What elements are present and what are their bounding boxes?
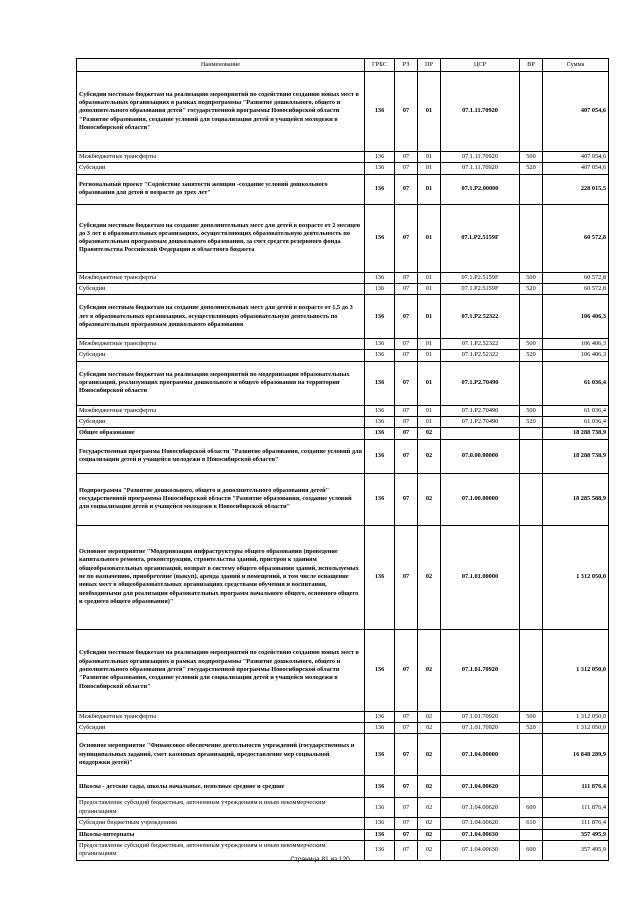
row-grbs-cell: 136 [365,473,395,525]
row-name-cell: Субсидии местным бюджетам на создание дополнительных мест для детей в возрасте от 2 месяцев до 3 лет в образовательных организациях, осуществляющих образовательную деятельность по образовательным программам дошкольного образования, за счет средств резервного фонда Правительства Российской Федерации и областного бюджета [77,204,365,272]
row-csr-cell: 07.1.04.00620 [441,776,520,798]
table-row [77,163,609,174]
row-rz-cell: 07 [395,152,418,163]
row-name-cell: Межбюджетные трансферты [77,152,365,163]
table-row [77,428,609,439]
row-rz-cell: 07 [395,711,418,722]
row-pr-cell: 01 [418,152,441,163]
row-csr-cell: 07.1.01.00000 [441,525,520,629]
row-pr-cell: 02 [418,439,441,473]
row-vr-cell: 600 [520,798,543,818]
row-csr-cell: 07.1.01.70920 [441,629,520,711]
row-pr-cell: 01 [418,163,441,174]
table-row [77,439,609,473]
row-grbs-cell: 136 [365,829,395,840]
row-sum-cell: 1 312 050,0 [543,525,609,629]
row-csr-cell: 07.1.Р2.00000 [441,174,520,204]
row-rz-cell: 07 [395,272,418,283]
row-rz-cell: 07 [395,473,418,525]
row-rz-cell: 07 [395,163,418,174]
table-row [77,361,609,405]
row-vr-cell: 500 [520,711,543,722]
row-sum-cell: 106 406,3 [543,339,609,350]
row-csr-cell: 07.1.Р2.52322 [441,350,520,361]
row-pr-cell: 02 [418,629,441,711]
row-csr-cell: 07.1.04.00000 [441,734,520,776]
row-pr-cell: 01 [418,361,441,405]
row-name-cell: Межбюджетные трансферты [77,339,365,350]
row-rz-cell: 07 [395,283,418,294]
table-row [77,339,609,350]
row-sum-cell: 111 876,4 [543,818,609,829]
row-name-cell: Субсидии [77,417,365,428]
row-vr-cell [520,473,543,525]
row-rz-cell: 07 [395,629,418,711]
row-grbs-cell: 136 [365,350,395,361]
row-grbs-cell: 136 [365,163,395,174]
row-vr-cell: 500 [520,405,543,416]
table-row [77,174,609,204]
budget-table [76,58,609,861]
row-grbs-cell: 136 [365,629,395,711]
row-rz-cell: 07 [395,722,418,733]
row-vr-cell: 610 [520,818,543,829]
row-name-cell: Субсидии [77,722,365,733]
row-csr-cell: 07.1.Р2.52322 [441,295,520,339]
row-sum-cell: 61 036,4 [543,417,609,428]
row-name-cell: Субсидии [77,163,365,174]
row-sum-cell: 1 312 050,0 [543,629,609,711]
row-vr-cell [520,439,543,473]
header-rz: РЗ [395,59,418,72]
row-grbs-cell: 136 [365,722,395,733]
row-csr-cell: 07.1.04.00620 [441,798,520,818]
row-sum-cell: 16 848 289,9 [543,734,609,776]
row-csr-cell: 07.1.04.00630 [441,829,520,840]
row-name-cell: Межбюджетные трансферты [77,405,365,416]
row-name-cell: Подпрограмма "Развитие дошкольного, общего и дополнительного образования детей" государственной программы Новосибирской области "Развитие образования, создание условий для социализации детей и учащейся молодежи в Новосибирской области" [77,473,365,525]
row-csr-cell: 07.0.00.00000 [441,439,520,473]
row-sum-cell: 61 036,4 [543,361,609,405]
row-grbs-cell: 136 [365,152,395,163]
table-row [77,798,609,818]
table-row [77,525,609,629]
row-sum-cell: 1 312 050,0 [543,711,609,722]
row-vr-cell: 500 [520,152,543,163]
row-vr-cell [520,72,543,152]
row-rz-cell: 07 [395,776,418,798]
table-header-row [77,59,609,72]
row-name-cell: Школы - детские сады, школы начальные, неполные средние и средние [77,776,365,798]
row-vr-cell [520,525,543,629]
row-rz-cell: 07 [395,405,418,416]
table-row [77,722,609,733]
row-grbs-cell: 136 [365,840,395,860]
table-row [77,629,609,711]
row-pr-cell: 02 [418,776,441,798]
row-vr-cell: 520 [520,283,543,294]
row-grbs-cell: 136 [365,439,395,473]
row-vr-cell [520,361,543,405]
row-grbs-cell: 136 [365,776,395,798]
row-rz-cell: 07 [395,840,418,860]
row-vr-cell [520,295,543,339]
row-grbs-cell: 136 [365,711,395,722]
row-rz-cell: 07 [395,818,418,829]
row-vr-cell [520,629,543,711]
row-grbs-cell: 136 [365,204,395,272]
row-name-cell: Субсидии [77,283,365,294]
row-csr-cell: 07.1.Р2.52322 [441,339,520,350]
table-row [77,350,609,361]
row-rz-cell: 07 [395,350,418,361]
row-rz-cell: 07 [395,798,418,818]
header-grbs: ГРБС [365,59,395,72]
table-row [77,818,609,829]
row-csr-cell: 07.1.04.00620 [441,818,520,829]
row-pr-cell: 01 [418,283,441,294]
row-grbs-cell: 136 [365,295,395,339]
row-csr-cell: 07.1.01.70920 [441,722,520,733]
row-rz-cell: 07 [395,339,418,350]
row-rz-cell: 07 [395,204,418,272]
row-csr-cell: 07.1.00.00000 [441,473,520,525]
row-pr-cell: 02 [418,722,441,733]
row-csr-cell: 07.1.01.70920 [441,711,520,722]
row-vr-cell: 520 [520,722,543,733]
row-name-cell: Основное мероприятие "Модернизация инфраструктуры общего образования (проведение капитального ремонта, реконструкции, строительства зданий, пристроя к зданиям общеобразовательных организаций, возврат в систему общего образования зданий, используемых не по назначению, приобретение (выкуп), аренда зданий и помещений, в том числе оснащение новых мест в общеобразовательных организациях средствами обучения и воспитания, необходимыми для реализации образовательных программ начального общего, основного общего и среднего общего образования)" [77,525,365,629]
row-name-cell: Предоставление субсидий бюджетным, автономным учреждениям и иным некоммерческим организациям [77,798,365,818]
row-csr-cell: 07.1.11.70920 [441,152,520,163]
row-name-cell: Межбюджетные трансферты [77,272,365,283]
row-sum-cell: 407 054,6 [543,152,609,163]
row-sum-cell: 228 015,5 [543,174,609,204]
row-pr-cell: 02 [418,840,441,860]
row-rz-cell: 07 [395,361,418,405]
header-csr: ЦСР [441,59,520,72]
row-pr-cell: 01 [418,272,441,283]
row-csr-cell: 07.1.Р2.5159F [441,272,520,283]
row-rz-cell: 07 [395,734,418,776]
row-rz-cell: 07 [395,428,418,439]
row-grbs-cell: 136 [365,72,395,152]
row-sum-cell: 60 572,8 [543,272,609,283]
row-grbs-cell: 136 [365,405,395,416]
table-row [77,711,609,722]
row-name-cell: Субсидии местным бюджетам на реализацию мероприятий по содействию созданию новых мест в образовательных организациях в рамках подпрограммы "Развитие дошкольного, общего и дополнительного образования детей" государственной программы Новосибирской области "Развитие образования, создание условий для социализации детей и учащейся молодежи в Новосибирской области" [77,629,365,711]
table-row [77,734,609,776]
row-grbs-cell: 136 [365,734,395,776]
row-sum-cell: 357 495,9 [543,829,609,840]
table-row [77,152,609,163]
row-sum-cell: 61 036,4 [543,405,609,416]
row-rz-cell: 07 [395,417,418,428]
row-grbs-cell: 136 [365,339,395,350]
row-pr-cell: 01 [418,417,441,428]
row-sum-cell: 60 572,8 [543,204,609,272]
row-grbs-cell: 136 [365,798,395,818]
row-vr-cell [520,734,543,776]
table-row [77,473,609,525]
row-csr-cell: 07.1.11.70920 [441,163,520,174]
row-name-cell: Школы-интернаты [77,829,365,840]
row-grbs-cell: 136 [365,361,395,405]
table-row [77,417,609,428]
row-pr-cell: 01 [418,72,441,152]
row-pr-cell: 02 [418,473,441,525]
table-row [77,405,609,416]
row-sum-cell: 18 288 738,9 [543,439,609,473]
row-pr-cell: 01 [418,339,441,350]
page-footer: Страница 81 из 120 [290,856,350,863]
row-sum-cell: 106 406,3 [543,350,609,361]
row-grbs-cell: 136 [365,818,395,829]
row-grbs-cell: 136 [365,272,395,283]
row-vr-cell: 600 [520,840,543,860]
row-sum-cell: 1 312 050,0 [543,722,609,733]
row-rz-cell: 07 [395,72,418,152]
row-sum-cell: 18 285 588,9 [543,473,609,525]
row-rz-cell: 07 [395,525,418,629]
row-csr-cell: 07.1.Р2.5159F [441,283,520,294]
row-vr-cell: 500 [520,272,543,283]
row-csr-cell: 07.1.11.70920 [441,72,520,152]
row-vr-cell [520,829,543,840]
row-pr-cell: 02 [418,711,441,722]
row-vr-cell [520,776,543,798]
header-pr: ПР [418,59,441,72]
row-rz-cell: 07 [395,829,418,840]
row-grbs-cell: 136 [365,174,395,204]
row-sum-cell: 18 288 738,9 [543,428,609,439]
row-pr-cell: 01 [418,295,441,339]
row-name-cell: Субсидии местным бюджетам на реализацию мероприятий по содействию созданию новых мест в образовательных организациях в рамках подпрограммы "Развитие дошкольного, общего и дополнительного образования детей" государственной программы Новосибирской области "Развитие образования, создание условий для социализации детей и учащейся молодежи в Новосибирской области" [77,72,365,152]
row-vr-cell: 520 [520,163,543,174]
header-sum: Сумма [543,59,609,72]
row-pr-cell: 02 [418,818,441,829]
row-name-cell: Межбюджетные трансферты [77,711,365,722]
table-row [77,776,609,798]
row-name-cell: Субсидии местным бюджетам на реализацию мероприятий по модернизации образовательных организаций, реализующих программы дошкольного и общего образования на территории Новосибирской области [77,361,365,405]
row-pr-cell: 02 [418,798,441,818]
row-grbs-cell: 136 [365,417,395,428]
table-row [77,272,609,283]
row-sum-cell: 407 054,6 [543,72,609,152]
row-vr-cell: 520 [520,417,543,428]
row-name-cell: Общее образование [77,428,365,439]
row-csr-cell: 07.1.Р2.70490 [441,405,520,416]
row-name-cell: Субсидии местным бюджетам на создание дополнительных мест для детей в возрасте от 1,5 до 3 лет в образовательных организациях, осуществляющих образовательную деятельность по образовательным программам дошкольного образования [77,295,365,339]
table-body [77,72,609,861]
row-csr-cell: 07.1.04.00630 [441,840,520,860]
header-vr: ВР [520,59,543,72]
table-row [77,204,609,272]
row-csr-cell: 07.1.Р2.5159F [441,204,520,272]
row-rz-cell: 07 [395,439,418,473]
row-name-cell: Субсидии [77,350,365,361]
row-csr-cell: 07.1.Р2.70490 [441,417,520,428]
row-pr-cell: 01 [418,405,441,416]
header-name: Наименование [77,59,365,72]
row-sum-cell: 407 054,6 [543,163,609,174]
row-rz-cell: 07 [395,174,418,204]
row-vr-cell [520,174,543,204]
table-row [77,295,609,339]
row-sum-cell: 106 406,3 [543,295,609,339]
row-pr-cell: 01 [418,204,441,272]
row-vr-cell [520,428,543,439]
row-pr-cell: 02 [418,525,441,629]
row-vr-cell: 500 [520,339,543,350]
row-pr-cell: 02 [418,829,441,840]
row-grbs-cell: 136 [365,525,395,629]
row-vr-cell: 520 [520,350,543,361]
row-name-cell: Региональный проект "Содействие занятости женщин -создание условий дошкольного образования для детей в возрасте до трех лет" [77,174,365,204]
table-row [77,72,609,152]
table-row [77,829,609,840]
row-name-cell: Основное мероприятие "Финансовое обеспечение деятельности учреждений (государственных и муниципальных заданий, смет казенных организаций, предоставление мер социальной поддержки детей)" [77,734,365,776]
row-name-cell: Предоставление субсидий бюджетным, автономным учреждениям и иным некоммерческим организациям [77,840,365,860]
row-vr-cell [520,204,543,272]
row-sum-cell: 111 876,4 [543,776,609,798]
row-grbs-cell: 136 [365,428,395,439]
row-pr-cell: 01 [418,174,441,204]
row-name-cell: Субсидии бюджетным учреждениям [77,818,365,829]
row-name-cell: Государственная программа Новосибирской области "Развитие образования, создание условий для социализации детей и учащейся молодежи в Новосибирской области" [77,439,365,473]
row-sum-cell: 60 572,8 [543,283,609,294]
row-pr-cell: 02 [418,734,441,776]
row-pr-cell: 02 [418,428,441,439]
row-sum-cell: 111 876,4 [543,798,609,818]
row-pr-cell: 01 [418,350,441,361]
row-csr-cell [441,428,520,439]
row-csr-cell: 07.1.Р2.70490 [441,361,520,405]
row-sum-cell: 357 495,9 [543,840,609,860]
row-rz-cell: 07 [395,295,418,339]
table-row [77,283,609,294]
row-grbs-cell: 136 [365,283,395,294]
